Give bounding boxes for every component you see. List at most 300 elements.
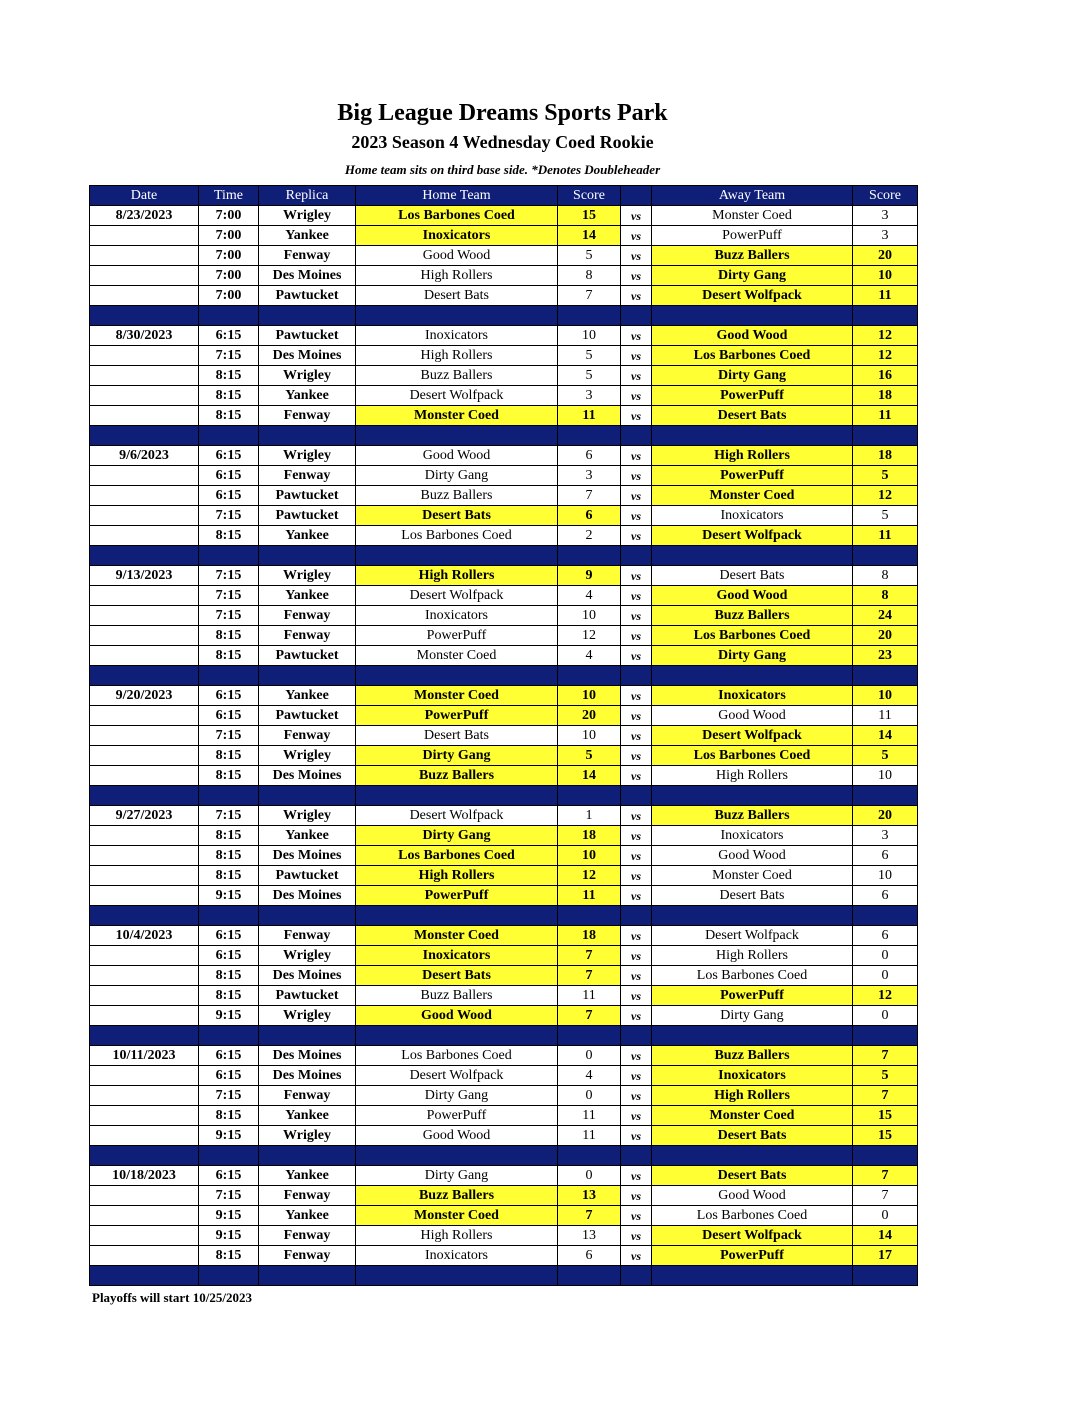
game-row (90, 446, 918, 466)
separator-cell (90, 906, 199, 926)
game-date-empty (90, 1106, 199, 1126)
game-time: 8:15 (199, 366, 259, 386)
game-date-empty (90, 1206, 199, 1226)
away-score: 0 (853, 946, 918, 966)
game-time: 9:15 (199, 1226, 259, 1246)
separator-cell (558, 906, 621, 926)
game-time: 9:15 (199, 886, 259, 906)
game-date: 9/20/2023 (90, 686, 199, 706)
game-time: 9:15 (199, 1006, 259, 1026)
game-date: 8/30/2023 (90, 326, 199, 346)
game-replica: Yankee (259, 1166, 356, 1186)
game-replica: Des Moines (259, 966, 356, 986)
separator-cell (199, 666, 259, 686)
home-team: Inoxicators (356, 326, 558, 346)
game-row (90, 406, 918, 426)
home-score: 10 (558, 726, 621, 746)
home-team: Dirty Gang (356, 1166, 558, 1186)
home-score: 3 (558, 386, 621, 406)
away-score: 12 (853, 986, 918, 1006)
game-replica: Fenway (259, 406, 356, 426)
game-replica: Des Moines (259, 846, 356, 866)
game-replica: Fenway (259, 606, 356, 626)
separator-cell (259, 786, 356, 806)
away-team: Good Wood (652, 846, 853, 866)
game-time: 8:15 (199, 986, 259, 1006)
separator-cell (356, 1266, 558, 1286)
separator-cell (853, 906, 918, 926)
vs-label: vs (621, 746, 652, 766)
week-separator (90, 546, 918, 566)
home-score: 10 (558, 606, 621, 626)
game-date: 10/11/2023 (90, 1046, 199, 1066)
game-time: 7:15 (199, 566, 259, 586)
home-score: 15 (558, 206, 621, 226)
game-row (90, 266, 918, 286)
away-team: Desert Bats (652, 1166, 853, 1186)
vs-label: vs (621, 886, 652, 906)
game-date-empty (90, 726, 199, 746)
home-team: PowerPuff (356, 626, 558, 646)
separator-cell (621, 906, 652, 926)
away-score: 16 (853, 366, 918, 386)
game-time: 7:15 (199, 606, 259, 626)
away-team: Dirty Gang (652, 1006, 853, 1026)
home-score: 10 (558, 686, 621, 706)
home-score: 4 (558, 586, 621, 606)
game-row (90, 946, 918, 966)
game-time: 9:15 (199, 1206, 259, 1226)
away-team: Desert Bats (652, 406, 853, 426)
game-replica: Wrigley (259, 746, 356, 766)
column-header-home-team: Home Team (356, 186, 558, 206)
schedule-table (89, 185, 918, 1286)
separator-cell (853, 1026, 918, 1046)
game-replica: Wrigley (259, 806, 356, 826)
vs-label: vs (621, 486, 652, 506)
away-team: Dirty Gang (652, 266, 853, 286)
away-score: 12 (853, 346, 918, 366)
away-team: Inoxicators (652, 686, 853, 706)
game-row (90, 386, 918, 406)
game-row (90, 1086, 918, 1106)
separator-cell (90, 1146, 199, 1166)
separator-cell (621, 666, 652, 686)
game-replica: Pawtucket (259, 286, 356, 306)
game-time: 7:15 (199, 586, 259, 606)
game-replica: Fenway (259, 1086, 356, 1106)
separator-cell (558, 1266, 621, 1286)
home-score: 7 (558, 966, 621, 986)
vs-label: vs (621, 726, 652, 746)
away-score: 8 (853, 586, 918, 606)
game-replica: Pawtucket (259, 326, 356, 346)
game-replica: Des Moines (259, 766, 356, 786)
away-score: 0 (853, 1206, 918, 1226)
vs-label: vs (621, 1106, 652, 1126)
home-score: 6 (558, 1246, 621, 1266)
game-replica: Yankee (259, 1106, 356, 1126)
away-score: 8 (853, 566, 918, 586)
game-row (90, 206, 918, 226)
game-date: 9/27/2023 (90, 806, 199, 826)
vs-label: vs (621, 246, 652, 266)
game-date-empty (90, 486, 199, 506)
away-score: 7 (853, 1046, 918, 1066)
separator-cell (853, 426, 918, 446)
away-score: 3 (853, 826, 918, 846)
away-team: Buzz Ballers (652, 806, 853, 826)
game-date-empty (90, 706, 199, 726)
vs-label: vs (621, 1206, 652, 1226)
separator-cell (652, 546, 853, 566)
home-team: Monster Coed (356, 406, 558, 426)
separator-cell (853, 786, 918, 806)
home-team: Los Barbones Coed (356, 206, 558, 226)
game-time: 8:15 (199, 826, 259, 846)
game-replica: Yankee (259, 1206, 356, 1226)
home-team: Buzz Ballers (356, 366, 558, 386)
away-score: 18 (853, 386, 918, 406)
week-separator (90, 1026, 918, 1046)
vs-label: vs (621, 586, 652, 606)
separator-cell (853, 546, 918, 566)
separator-cell (652, 1146, 853, 1166)
away-score: 5 (853, 506, 918, 526)
away-score: 10 (853, 266, 918, 286)
game-replica: Wrigley (259, 206, 356, 226)
game-date-empty (90, 826, 199, 846)
away-team: High Rollers (652, 766, 853, 786)
separator-cell (199, 906, 259, 926)
home-team: Desert Wolfpack (356, 1066, 558, 1086)
vs-label: vs (621, 1226, 652, 1246)
home-team: Desert Bats (356, 726, 558, 746)
vs-label: vs (621, 806, 652, 826)
game-replica: Wrigley (259, 446, 356, 466)
game-time: 7:00 (199, 286, 259, 306)
home-score: 0 (558, 1046, 621, 1066)
home-score: 5 (558, 346, 621, 366)
separator-cell (259, 426, 356, 446)
home-team: Monster Coed (356, 686, 558, 706)
vs-label: vs (621, 646, 652, 666)
game-date-empty (90, 646, 199, 666)
game-row (90, 606, 918, 626)
game-row (90, 866, 918, 886)
column-header-away-score: Score (853, 186, 918, 206)
separator-cell (259, 1146, 356, 1166)
game-date-empty (90, 586, 199, 606)
separator-cell (558, 1146, 621, 1166)
game-date-empty (90, 866, 199, 886)
week-separator (90, 306, 918, 326)
vs-label: vs (621, 606, 652, 626)
home-team: Buzz Ballers (356, 766, 558, 786)
schedule-note: Home team sits on third base side. *Denotes Doubleheader (344, 162, 661, 177)
game-row (90, 366, 918, 386)
separator-cell (199, 786, 259, 806)
game-date-empty (90, 886, 199, 906)
separator-cell (652, 306, 853, 326)
game-time: 6:15 (199, 706, 259, 726)
game-replica: Fenway (259, 926, 356, 946)
away-team: Dirty Gang (652, 646, 853, 666)
separator-cell (356, 786, 558, 806)
game-date-empty (90, 386, 199, 406)
vs-label: vs (621, 506, 652, 526)
home-score: 10 (558, 326, 621, 346)
separator-cell (652, 666, 853, 686)
home-score: 13 (558, 1226, 621, 1246)
game-replica: Wrigley (259, 1126, 356, 1146)
home-team: Desert Wolfpack (356, 586, 558, 606)
away-team: PowerPuff (652, 386, 853, 406)
game-replica: Pawtucket (259, 486, 356, 506)
game-time: 6:15 (199, 1066, 259, 1086)
vs-label: vs (621, 366, 652, 386)
game-replica: Fenway (259, 626, 356, 646)
away-score: 20 (853, 806, 918, 826)
game-replica: Yankee (259, 586, 356, 606)
game-time: 6:15 (199, 686, 259, 706)
away-score: 6 (853, 926, 918, 946)
column-header-home-score: Score (558, 186, 621, 206)
game-time: 8:15 (199, 646, 259, 666)
game-row (90, 1066, 918, 1086)
game-replica: Fenway (259, 726, 356, 746)
game-row (90, 1126, 918, 1146)
column-header-away-team: Away Team (652, 186, 853, 206)
game-time: 6:15 (199, 1166, 259, 1186)
vs-label: vs (621, 346, 652, 366)
game-row (90, 826, 918, 846)
home-team: Monster Coed (356, 646, 558, 666)
home-score: 11 (558, 406, 621, 426)
game-date-empty (90, 746, 199, 766)
away-team: Buzz Ballers (652, 1046, 853, 1066)
game-replica: Wrigley (259, 1006, 356, 1026)
game-row (90, 986, 918, 1006)
vs-label: vs (621, 206, 652, 226)
game-time: 7:00 (199, 226, 259, 246)
game-replica: Pawtucket (259, 506, 356, 526)
separator-cell (90, 666, 199, 686)
separator-cell (558, 306, 621, 326)
home-team: Monster Coed (356, 1206, 558, 1226)
home-team: Good Wood (356, 446, 558, 466)
away-team: Buzz Ballers (652, 246, 853, 266)
away-team: Desert Wolfpack (652, 726, 853, 746)
home-team: PowerPuff (356, 1106, 558, 1126)
game-date: 9/13/2023 (90, 566, 199, 586)
game-row (90, 586, 918, 606)
game-time: 8:15 (199, 866, 259, 886)
game-row (90, 966, 918, 986)
home-score: 4 (558, 1066, 621, 1086)
game-time: 8:15 (199, 1106, 259, 1126)
separator-cell (90, 306, 199, 326)
vs-label: vs (621, 1246, 652, 1266)
home-team: Desert Bats (356, 286, 558, 306)
home-team: Los Barbones Coed (356, 526, 558, 546)
away-team: Los Barbones Coed (652, 966, 853, 986)
separator-cell (652, 786, 853, 806)
away-team: Good Wood (652, 1186, 853, 1206)
separator-cell (90, 1026, 199, 1046)
game-date-empty (90, 406, 199, 426)
separator-cell (199, 546, 259, 566)
away-team: Desert Wolfpack (652, 286, 853, 306)
vs-label: vs (621, 986, 652, 1006)
away-team: Monster Coed (652, 486, 853, 506)
game-date-empty (90, 266, 199, 286)
game-time: 8:15 (199, 406, 259, 426)
schedule-body (90, 206, 918, 1286)
separator-cell (853, 1266, 918, 1286)
game-row (90, 626, 918, 646)
game-time: 7:15 (199, 1086, 259, 1106)
game-row (90, 646, 918, 666)
game-time: 8:15 (199, 526, 259, 546)
game-row (90, 486, 918, 506)
away-score: 7 (853, 1186, 918, 1206)
home-score: 7 (558, 946, 621, 966)
away-score: 3 (853, 206, 918, 226)
vs-label: vs (621, 1046, 652, 1066)
game-time: 7:00 (199, 246, 259, 266)
home-score: 18 (558, 926, 621, 946)
game-row (90, 746, 918, 766)
separator-cell (356, 666, 558, 686)
away-team: PowerPuff (652, 986, 853, 1006)
separator-cell (259, 1266, 356, 1286)
vs-label: vs (621, 446, 652, 466)
home-score: 1 (558, 806, 621, 826)
separator-cell (558, 786, 621, 806)
away-score: 11 (853, 286, 918, 306)
vs-label: vs (621, 326, 652, 346)
game-time: 6:15 (199, 1046, 259, 1066)
away-score: 10 (853, 686, 918, 706)
away-team: PowerPuff (652, 466, 853, 486)
home-team: Good Wood (356, 1126, 558, 1146)
week-separator (90, 1146, 918, 1166)
game-time: 8:15 (199, 626, 259, 646)
separator-cell (199, 306, 259, 326)
vs-label: vs (621, 226, 652, 246)
game-date-empty (90, 946, 199, 966)
table-header-row (90, 186, 918, 206)
away-team: Good Wood (652, 706, 853, 726)
away-score: 14 (853, 1226, 918, 1246)
home-score: 0 (558, 1166, 621, 1186)
game-replica: Wrigley (259, 566, 356, 586)
separator-cell (853, 1146, 918, 1166)
game-date-empty (90, 846, 199, 866)
home-score: 14 (558, 226, 621, 246)
game-date-empty (90, 506, 199, 526)
game-date-empty (90, 526, 199, 546)
separator-cell (90, 546, 199, 566)
home-team: Desert Bats (356, 966, 558, 986)
game-row (90, 1206, 918, 1226)
home-score: 7 (558, 1206, 621, 1226)
game-replica: Fenway (259, 246, 356, 266)
game-row (90, 506, 918, 526)
home-score: 5 (558, 246, 621, 266)
game-time: 8:15 (199, 746, 259, 766)
game-time: 6:15 (199, 446, 259, 466)
home-team: Desert Bats (356, 506, 558, 526)
separator-cell (853, 666, 918, 686)
away-score: 12 (853, 326, 918, 346)
game-replica: Des Moines (259, 1046, 356, 1066)
home-team: Los Barbones Coed (356, 846, 558, 866)
away-score: 18 (853, 446, 918, 466)
game-date: 10/18/2023 (90, 1166, 199, 1186)
game-row (90, 346, 918, 366)
separator-cell (621, 546, 652, 566)
game-replica: Des Moines (259, 346, 356, 366)
game-replica: Yankee (259, 686, 356, 706)
separator-cell (356, 426, 558, 446)
separator-cell (259, 666, 356, 686)
game-time: 7:00 (199, 206, 259, 226)
week-separator (90, 426, 918, 446)
away-team: High Rollers (652, 446, 853, 466)
home-score: 0 (558, 1086, 621, 1106)
home-score: 11 (558, 1126, 621, 1146)
game-time: 8:15 (199, 1246, 259, 1266)
vs-label: vs (621, 286, 652, 306)
separator-cell (558, 546, 621, 566)
vs-label: vs (621, 1126, 652, 1146)
home-score: 6 (558, 446, 621, 466)
away-score: 15 (853, 1106, 918, 1126)
game-row (90, 246, 918, 266)
game-replica: Fenway (259, 466, 356, 486)
vs-label: vs (621, 1186, 652, 1206)
game-replica: Fenway (259, 1226, 356, 1246)
separator-cell (199, 1146, 259, 1166)
away-team: Los Barbones Coed (652, 626, 853, 646)
home-score: 8 (558, 266, 621, 286)
away-score: 14 (853, 726, 918, 746)
home-team: Desert Wolfpack (356, 386, 558, 406)
home-score: 11 (558, 886, 621, 906)
home-team: High Rollers (356, 566, 558, 586)
separator-cell (259, 306, 356, 326)
home-score: 6 (558, 506, 621, 526)
away-team: Dirty Gang (652, 366, 853, 386)
home-team: High Rollers (356, 866, 558, 886)
game-row (90, 1106, 918, 1126)
separator-cell (259, 546, 356, 566)
vs-label: vs (621, 1086, 652, 1106)
separator-cell (356, 1026, 558, 1046)
away-team: Los Barbones Coed (652, 1206, 853, 1226)
game-time: 7:15 (199, 726, 259, 746)
game-row (90, 1226, 918, 1246)
game-date-empty (90, 246, 199, 266)
home-team: Los Barbones Coed (356, 1046, 558, 1066)
home-team: Dirty Gang (356, 466, 558, 486)
home-team: Buzz Ballers (356, 486, 558, 506)
separator-cell (356, 546, 558, 566)
away-score: 0 (853, 1006, 918, 1026)
game-time: 7:15 (199, 806, 259, 826)
